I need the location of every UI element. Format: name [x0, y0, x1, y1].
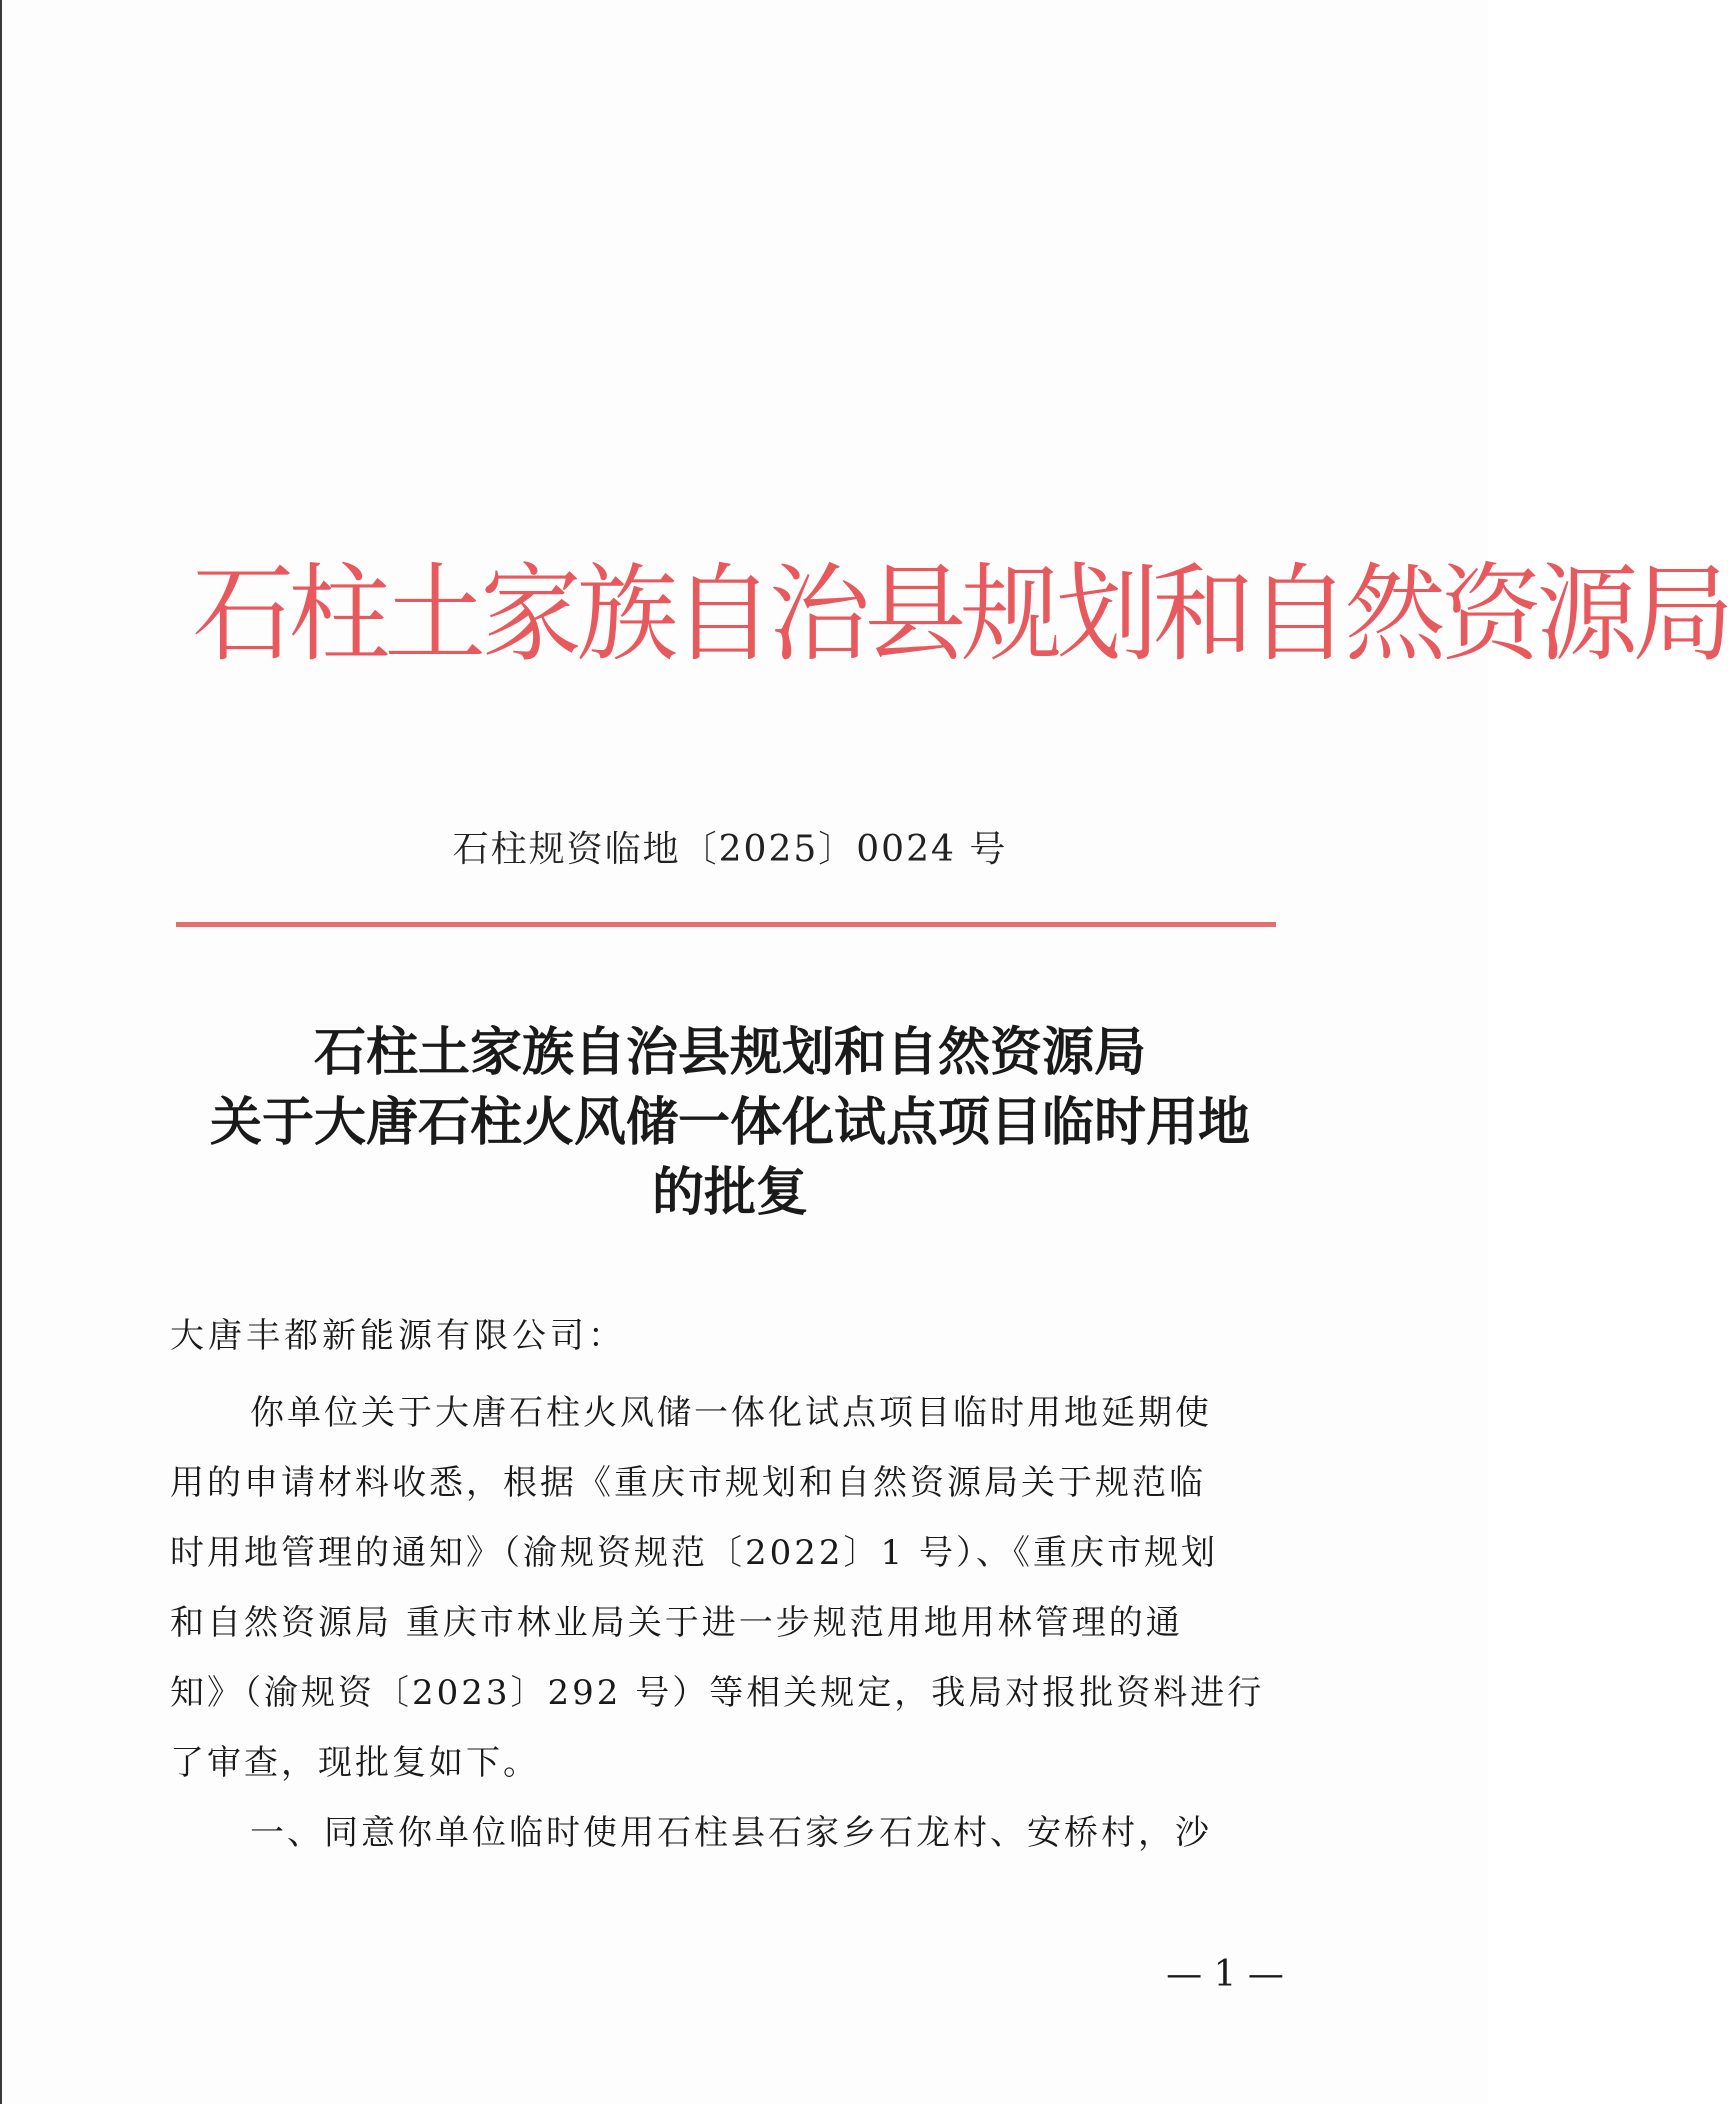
page-number: — 1 — [1166, 1954, 1284, 1995]
document-number: 石柱规资临地〔2025〕0024 号 [452, 829, 1008, 870]
title-line-1: 石柱土家族自治县规划和自然资源局 [313, 1023, 1146, 1083]
body-line-2: 用的申请材料收悉，根据《重庆市规划和自然资源局关于规范临 [170, 1463, 1206, 1503]
title-line-3: 的批复 [651, 1163, 808, 1223]
red-divider-line [176, 922, 1276, 927]
body-line-3: 时用地管理的通知》（渝规资规范〔2022〕1 号）、《重庆市规划 [170, 1533, 1218, 1573]
body-line-7: 一、同意你单位临时使用石柱县石家乡石龙村、安桥村，沙 [250, 1813, 1212, 1853]
title-line-2: 关于大唐石柱火风储一体化试点项目临时用地 [209, 1093, 1250, 1153]
document-title [150, 1018, 1310, 1228]
addressee: 大唐丰都新能源有限公司： [170, 1316, 626, 1356]
body-text [170, 1378, 1290, 1868]
body-line-4: 和自然资源局 重庆市林业局关于进一步规范用地用林管理的通 [170, 1603, 1183, 1643]
body-line-5: 知》（渝规资〔2023〕292 号）等相关规定，我局对报批资料进行 [170, 1673, 1265, 1713]
body-line-6: 了审查，现批复如下。 [170, 1743, 540, 1783]
issuing-organization-header: 石柱土家族自治县规划和自然资源局 [192, 553, 1728, 676]
scan-edge [0, 0, 2, 2104]
body-line-1: 你单位关于大唐石柱火风储一体化试点项目临时用地延期使 [250, 1393, 1212, 1433]
